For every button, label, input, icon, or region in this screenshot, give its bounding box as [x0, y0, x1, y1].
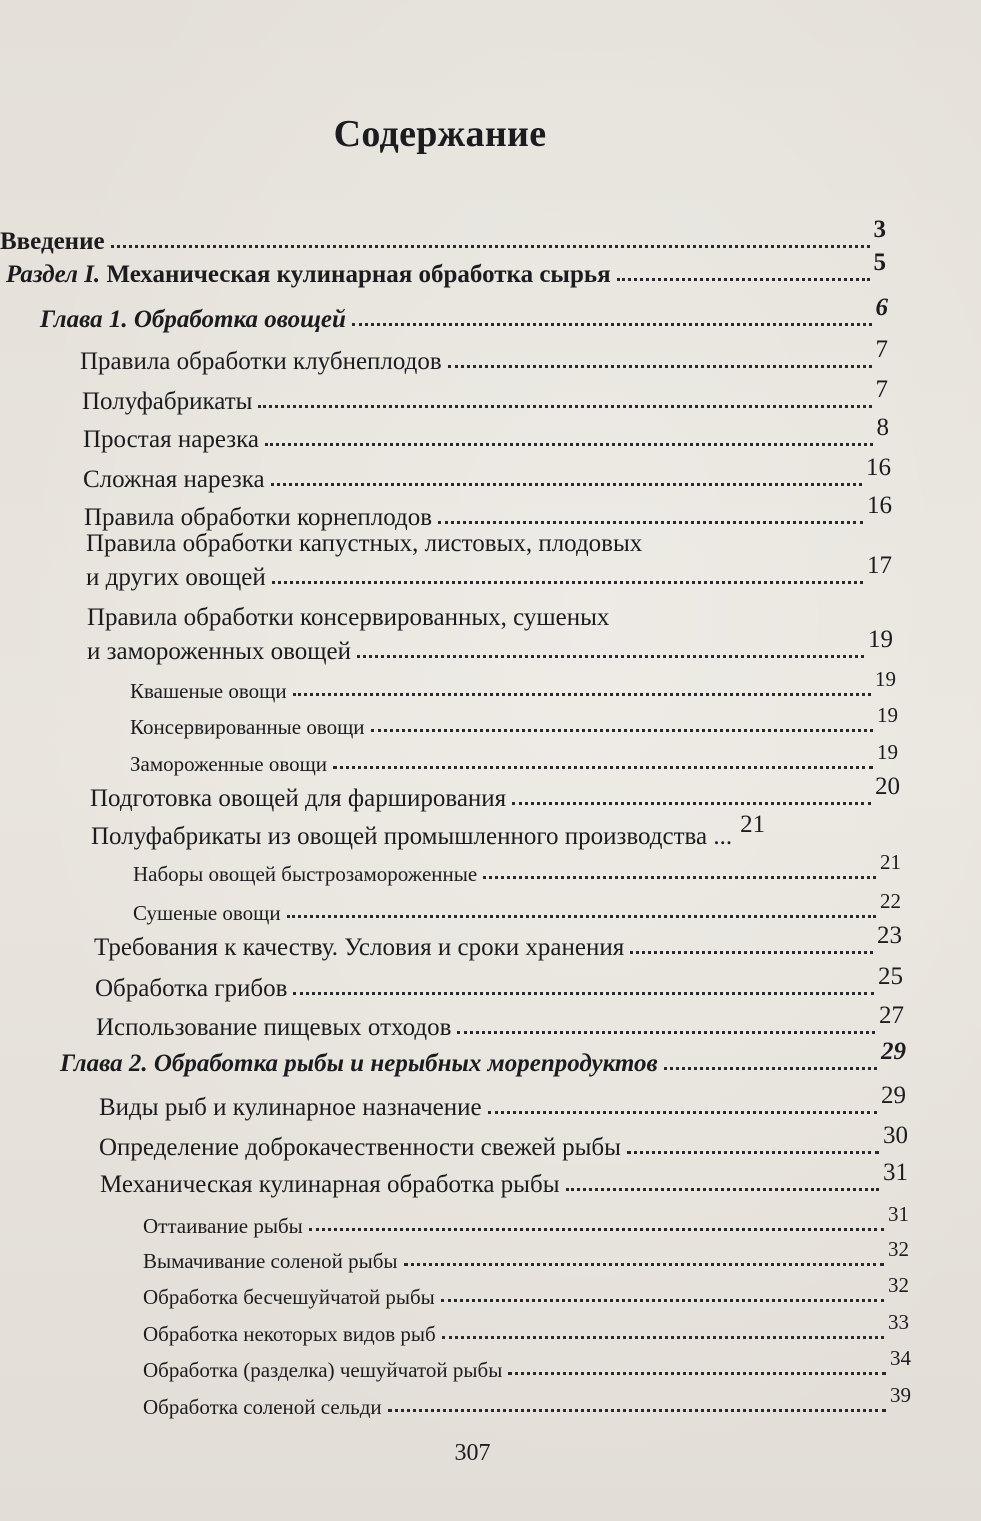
toc-entry-label: [6, 261, 611, 289]
dot-leader: [438, 521, 863, 524]
toc-entry: [86, 552, 892, 592]
toc-entry-page: 19: [875, 667, 896, 691]
toc-entry: [87, 626, 893, 666]
toc-entry-section-1: [6, 249, 886, 289]
toc-entry-page: 29: [881, 1038, 906, 1065]
toc-entry-page: 31: [888, 1202, 909, 1226]
dot-leader: [258, 405, 871, 408]
toc-entry-label: Консервированные овощи: [130, 715, 365, 739]
toc-entry-page: 22: [880, 889, 901, 913]
dot-leader: [265, 443, 873, 446]
toc-entry-page: 16: [867, 492, 892, 519]
toc-entry-page: 27: [879, 1002, 904, 1029]
toc-entry-page: 19: [868, 626, 893, 653]
dot-leader: [388, 1409, 886, 1412]
toc-subentry: [133, 850, 901, 887]
dot-leader: [441, 1299, 884, 1302]
toc-subentry: [130, 740, 898, 777]
toc-entry-page: 6: [875, 294, 888, 321]
toc-entry-page: 34: [890, 1346, 911, 1370]
toc-entry-label: Вымачивание соленой рыбы: [143, 1249, 398, 1273]
toc-entry-label: Полуфабрикаты из овощей промышленного производства ...: [91, 823, 733, 850]
dot-leader: [271, 483, 862, 486]
dot-leader: [357, 655, 864, 658]
dot-leader: [448, 365, 872, 368]
dot-leader: [512, 802, 871, 805]
dot-leader: [333, 766, 873, 769]
toc-entry-page: 7: [875, 336, 888, 363]
toc-entry-page: 17: [867, 552, 892, 579]
dot-leader: [508, 1372, 886, 1375]
toc-entry-chapter-1: [40, 294, 888, 334]
toc-subentry: [143, 1310, 909, 1347]
toc-entry-page: 30: [883, 1122, 908, 1149]
toc-entry-page: 25: [878, 963, 903, 990]
toc-entry-page: 39: [890, 1383, 911, 1407]
toc-entry: [94, 922, 902, 962]
dot-leader: [111, 245, 870, 248]
toc-subentry: [143, 1237, 909, 1274]
toc-entry-page: 3: [873, 216, 886, 243]
toc-entry: [99, 1082, 906, 1122]
toc-entry-label: Простая нарезка: [83, 426, 259, 453]
toc-subentry: [143, 1383, 911, 1420]
toc-entry-page: 29: [881, 1082, 906, 1109]
toc-entry: [80, 336, 888, 376]
dot-leader: [272, 581, 863, 584]
toc-entry: [91, 811, 901, 851]
toc-entry-label: Определение доброкачественности свежей рыбы: [99, 1134, 621, 1161]
toc-entry: [99, 1122, 908, 1162]
toc-entry-label-line1: Правила обработки консервированных, сушеных: [87, 604, 610, 631]
dot-leader: [309, 1228, 884, 1231]
toc-subentry: [130, 703, 898, 740]
toc-entry-label: Сложная нарезка: [83, 466, 265, 493]
dot-leader: [457, 1031, 875, 1034]
toc-entry-label: Оттаивание рыбы: [143, 1214, 303, 1238]
toc-entry: [100, 1159, 908, 1199]
page-title: Содержание: [333, 113, 547, 155]
toc-entry-page: 21: [740, 811, 766, 838]
dot-leader: [371, 729, 873, 732]
toc-entry-label: Полуфабрикаты: [82, 388, 253, 415]
dot-leader: [627, 1151, 879, 1154]
toc-entry-label: и других овощей: [86, 564, 266, 591]
toc-entry-introduction: [0, 216, 886, 256]
toc-entry-page: 16: [866, 454, 891, 481]
dot-leader: [352, 323, 872, 326]
toc-entry-label: Введение: [0, 228, 105, 255]
toc-entry: [82, 376, 888, 416]
toc-entry-label: Обработка грибов: [95, 975, 288, 1002]
toc-entry-label: Сушеные овощи: [133, 901, 281, 925]
toc-entry-label: Обработка некоторых видов рыб: [143, 1322, 436, 1346]
toc-entry-page: 33: [888, 1310, 909, 1334]
toc-entry-label: Замороженные овощи: [130, 752, 327, 776]
toc-entry-label: Обработка (разделка) чешуйчатой рыбы: [143, 1358, 503, 1382]
dot-leader: [566, 1188, 880, 1191]
toc-entry-label: Виды рыб и кулинарное назначение: [99, 1094, 482, 1121]
page-number: 307: [454, 1440, 491, 1466]
toc-entry-page: 19: [877, 740, 898, 764]
toc-entry-label: Глава 1. Обработка овощей: [40, 306, 346, 333]
section-prefix: Раздел I.: [6, 261, 101, 288]
toc-entry-page: 7: [875, 376, 888, 403]
toc-entry-label: Использование пищевых отходов: [96, 1014, 452, 1041]
toc-entry: [84, 492, 892, 532]
dot-leader: [287, 915, 876, 918]
dot-leader: [664, 1067, 877, 1070]
dot-leader: [293, 992, 874, 995]
toc-entry-label: Квашеные овощи: [130, 679, 287, 703]
toc-entry-label: Обработка соленой сельди: [143, 1395, 382, 1419]
toc-subentry: [143, 1273, 909, 1310]
toc-entry-page: 32: [888, 1237, 909, 1261]
toc-entry: [83, 414, 889, 454]
toc-entry-page: 31: [883, 1159, 908, 1186]
toc-entry-label: Правила обработки клубнеплодов: [80, 348, 442, 375]
dot-leader: [630, 951, 873, 954]
dot-leader: [442, 1336, 884, 1339]
toc-entry-page: 19: [877, 703, 898, 727]
toc-entry-label: Глава 2. Обработка рыбы и нерыбных морепродуктов: [60, 1050, 658, 1077]
toc-entry-label: Обработка бесчешуйчатой рыбы: [143, 1285, 435, 1309]
toc-entry: [83, 454, 891, 494]
toc-entry-page: 20: [875, 773, 900, 800]
toc-entry-label-line1: Правила обработки капустных, листовых, плодовых: [86, 530, 643, 557]
toc-entry: [95, 963, 903, 1003]
toc-entry-label: Наборы овощей быстрозамороженные: [133, 862, 478, 886]
toc-entry-label: и замороженных овощей: [87, 638, 352, 665]
toc-subentry: [133, 889, 901, 926]
toc-entry-label: Механическая кулинарная обработка рыбы: [100, 1171, 560, 1198]
dot-leader: [483, 876, 876, 879]
section-title: Механическая кулинарная обработка сырья: [106, 261, 611, 288]
toc-entry-label: Подготовка овощей для фарширования: [90, 785, 507, 812]
toc-entry-page: 8: [876, 414, 889, 441]
dot-leader: [293, 693, 871, 696]
toc-entry: [96, 1002, 904, 1042]
dot-leader: [404, 1263, 884, 1266]
toc-subentry: [143, 1346, 911, 1383]
toc-entry-label: Требования к качеству. Условия и сроки хранения: [94, 934, 625, 961]
dot-leader: [488, 1111, 877, 1114]
dot-leader: [617, 278, 870, 281]
toc-entry-page: 21: [880, 850, 901, 874]
toc-entry-page: 23: [877, 922, 902, 949]
toc-entry-page: 5: [873, 249, 886, 276]
toc-entry-page: 32: [888, 1273, 909, 1297]
toc-subentry: [130, 667, 896, 704]
toc-entry-chapter-2: [60, 1038, 906, 1078]
toc-entry-label: Правила обработки корнеплодов: [84, 504, 433, 531]
toc-entry: [90, 773, 900, 813]
toc-subentry: [143, 1202, 909, 1239]
